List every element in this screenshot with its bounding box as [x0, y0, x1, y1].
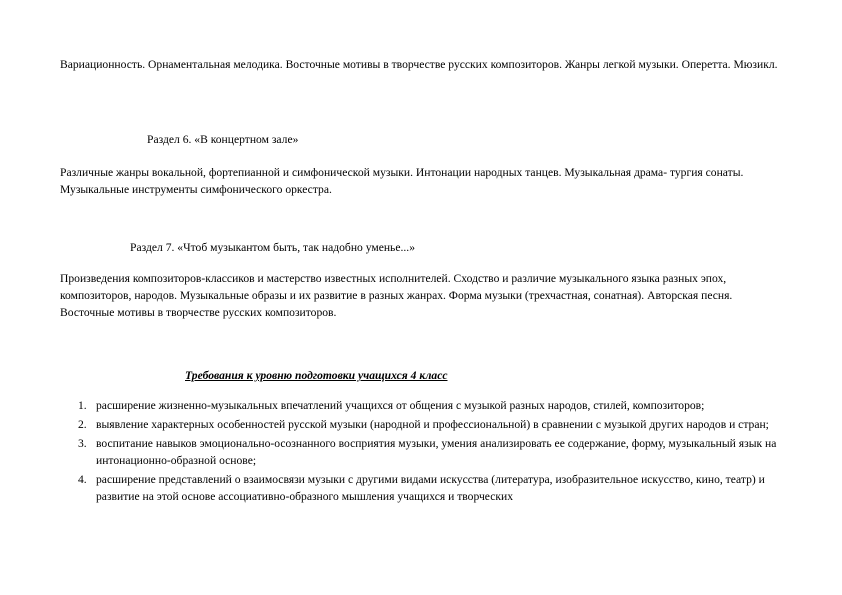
list-item-text: расширение представлений о взаимосвязи музыки с другими видами искусства (литература, изобразительное искусство, кино, театр) и развитие на этой основе ассоциативно-образного мышления учащихся и творческих [96, 473, 765, 503]
list-item-text: расширение жизненно-музыкальных впечатлений учащихся от общения с музыкой разных народов, стилей, композиторов; [96, 399, 705, 412]
list-item [60, 471, 780, 505]
list-item [60, 397, 780, 414]
section-6-heading: Раздел 6. «В концертном зале» [147, 133, 299, 146]
intro-paragraph: Вариационность. Орнаментальная мелодика. Восточные мотивы в творчестве русских композиторов. Жанры легкой музыки. Оперетта. Мюзикл. [60, 58, 778, 71]
list-item-text: воспитание навыков эмоционально-осознанного восприятия музыки, умения анализировать ее содержание, форму, музыкальный язык на интонационно-образной основе; [96, 437, 777, 467]
section-6-paragraph: Различные жанры вокальной, фортепианной и симфонической музыки. Интонации народных танцев. Музыкальная драма- тургия сонаты. Музыкальные инструменты симфонического оркестра. [60, 166, 744, 196]
list-item [60, 416, 780, 433]
list-item-text: выявление характерных особенностей русской музыки (народной и профессиональной) в сравнении с музыкой других народов и стран; [96, 418, 769, 431]
section-7-heading: Раздел 7. «Чтоб музыкантом быть, так надобно уменье...» [130, 241, 415, 254]
list-item-number: 3. [78, 437, 87, 450]
list-item-number: 2. [78, 418, 87, 431]
list-item-number: 4. [78, 473, 87, 486]
list-item-number: 1. [78, 399, 87, 412]
section-7-paragraph: Произведения композиторов-классиков и мастерство известных исполнителей. Сходство и различие музыкального языка разных эпох, композиторов, народов. Музыкальные образы и их развитие в разных жанрах. Форма музыки (трехчастная, сонатная). Авторская песня. Восточные мотивы в творчестве русских композиторов. [60, 272, 733, 319]
list-item [60, 435, 780, 469]
requirements-title: Требования к уровню подготовки учащихся 4 класс [185, 369, 448, 382]
requirements-list [60, 397, 780, 507]
